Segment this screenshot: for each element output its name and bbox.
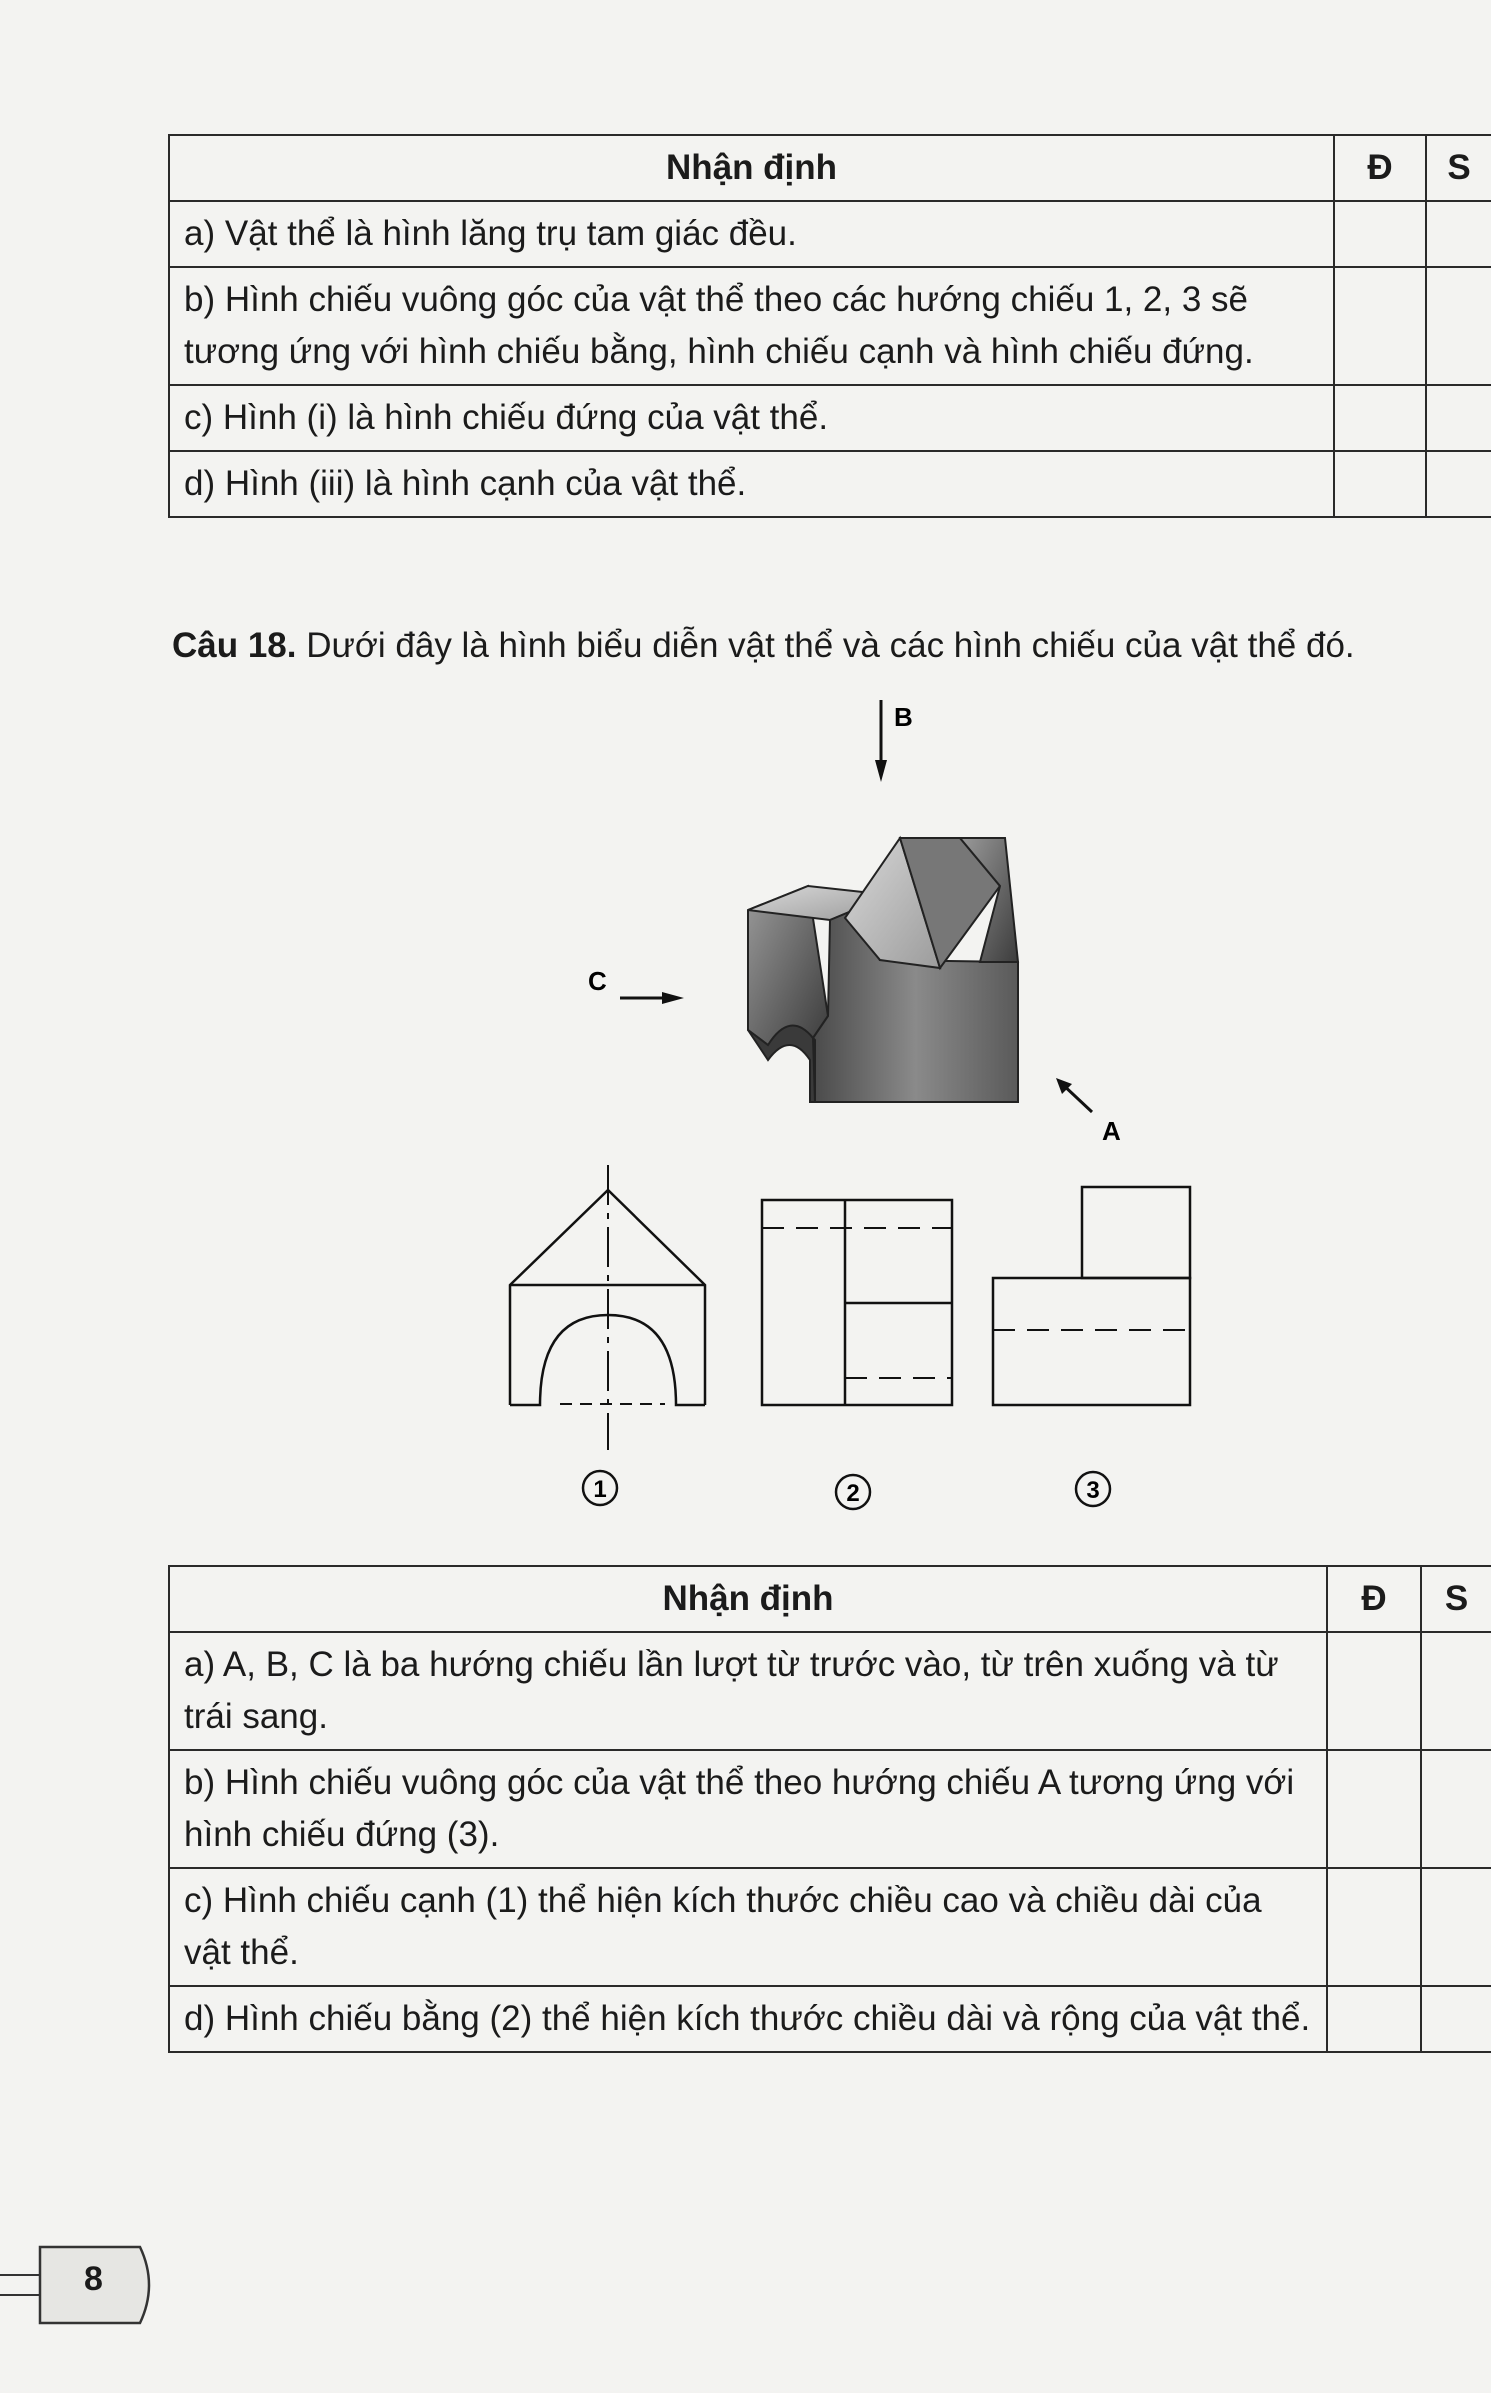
view-number-1 (583, 1471, 617, 1505)
false-cell[interactable] (1421, 1632, 1491, 1750)
view-2-drawing (762, 1200, 952, 1405)
label-b: B (894, 702, 913, 732)
table-row (169, 1750, 1491, 1868)
svg-text:1: 1 (593, 1476, 607, 1503)
question-label: Câu 18. (172, 626, 297, 665)
page-number: 8 (84, 2260, 103, 2298)
view-number-2 (836, 1475, 870, 1509)
arrow-a-icon (1056, 1078, 1092, 1112)
true-cell[interactable] (1327, 1750, 1421, 1868)
false-cell[interactable] (1421, 1986, 1491, 2052)
table-header-row (169, 1566, 1491, 1632)
question-text: Dưới đây là hình biểu diễn vật thể và các hình chiếu của vật thể đó. (296, 626, 1355, 665)
true-cell[interactable] (1327, 1868, 1421, 1986)
table-row (169, 1986, 1491, 2052)
label-a: A (1102, 1116, 1121, 1146)
arrow-b-icon (875, 700, 887, 782)
view-1-drawing (510, 1165, 705, 1450)
statement-text: d) Hình chiếu bằng (2) thể hiện kích thước chiều dài và rộng của vật thể. (169, 1986, 1327, 2052)
header-statement: Nhận định (169, 1566, 1327, 1632)
page-number-tab (0, 2245, 160, 2325)
table-row (169, 1868, 1491, 1986)
statement-text: b) Hình chiếu vuông góc của vật thể theo hướng chiếu A tương ứng với hình chiếu đứng (3). (169, 1750, 1327, 1868)
arrow-c-icon (620, 992, 684, 1004)
isometric-object (748, 838, 1018, 1102)
header-statement: Nhận định (169, 135, 1334, 201)
statement-text: a) A, B, C là ba hướng chiếu lần lượt từ trước vào, từ trên xuống và từ trái sang. (169, 1632, 1327, 1750)
svg-text:2: 2 (846, 1480, 860, 1507)
false-cell[interactable] (1421, 1750, 1491, 1868)
header-true: Đ (1334, 135, 1426, 201)
view-3-drawing (993, 1187, 1190, 1405)
statement-text: a) Vật thể là hình lăng trụ tam giác đều. (169, 201, 1334, 267)
svg-text:3: 3 (1086, 1477, 1100, 1504)
table-row (169, 1632, 1491, 1750)
statement-text: b) Hình chiếu vuông góc của vật thể theo các hướng chiếu 1, 2, 3 sẽ tương ứng với hình chiếu bằng, hình chiếu cạnh và hình chiếu đứng. (169, 267, 1334, 385)
statement-text: c) Hình chiếu cạnh (1) thể hiện kích thước chiều cao và chiều dài của vật thể. (169, 1868, 1327, 1986)
header-true: Đ (1327, 1566, 1421, 1632)
statement-text: c) Hình (i) là hình chiếu đứng của vật thể. (169, 385, 1334, 451)
statement-table-2 (168, 1565, 1491, 2053)
false-cell[interactable] (1421, 1868, 1491, 1986)
true-cell[interactable] (1327, 1986, 1421, 2052)
true-cell[interactable] (1327, 1632, 1421, 1750)
header-false: S (1426, 135, 1491, 201)
view-number-3 (1076, 1472, 1110, 1506)
statement-text: d) Hình (iii) là hình cạnh của vật thể. (169, 451, 1334, 517)
label-c: C (588, 966, 607, 996)
header-false: S (1421, 1566, 1491, 1632)
